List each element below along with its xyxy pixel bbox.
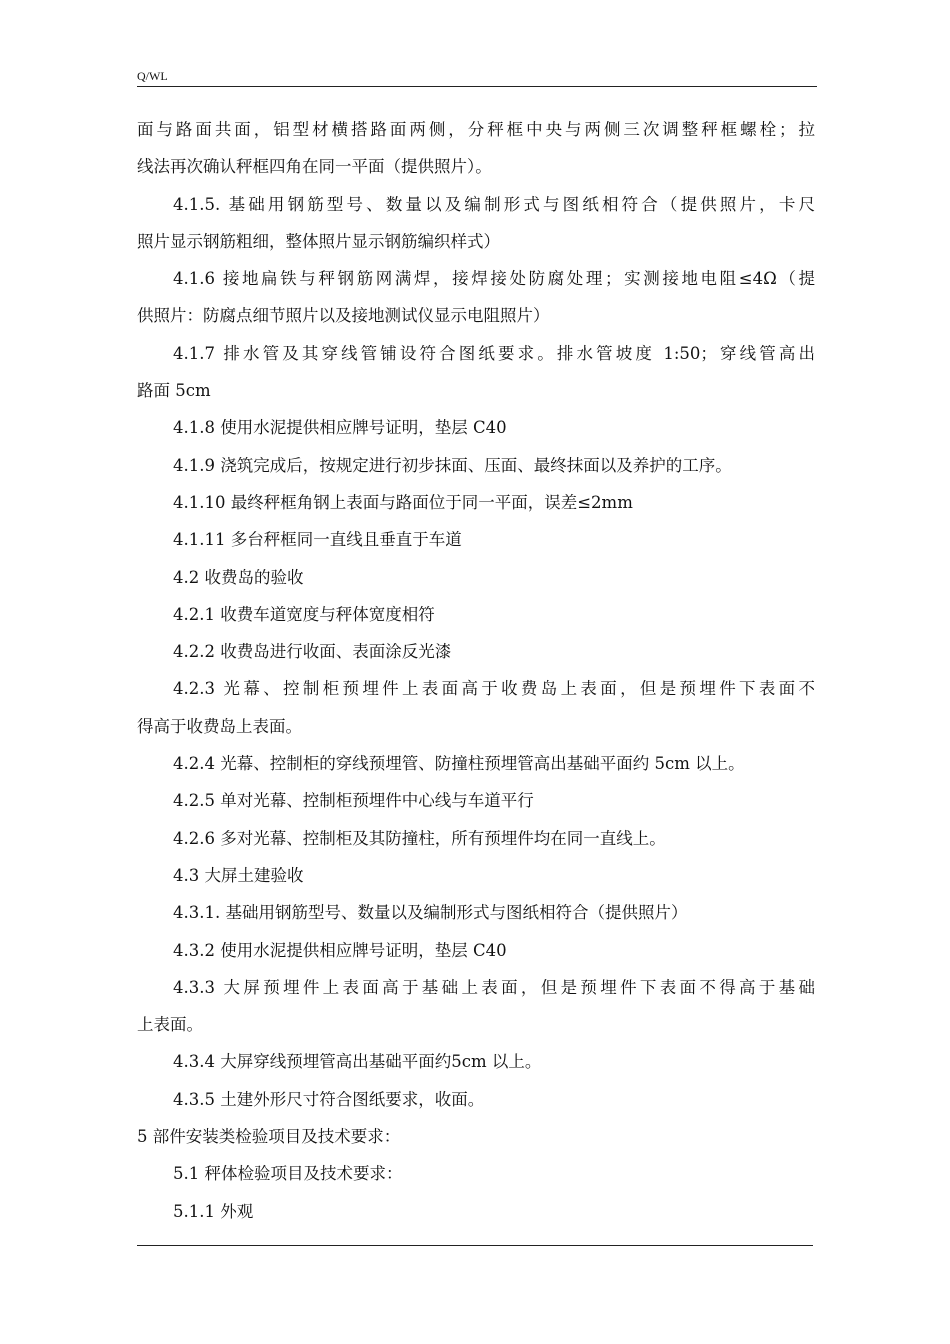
text-line: 4.2.6 多对光幕、控制柜及其防撞柱，所有预埋件均在同一直线上。 xyxy=(173,828,666,848)
text-line: 上表面。 xyxy=(137,1015,203,1035)
footer-rule xyxy=(137,1245,813,1246)
text-line: 4.3.3 大屏预埋件上表面高于基础上表面，但是预埋件下表面不得高于基础 xyxy=(173,977,815,997)
text-line: 4.2.5 单对光幕、控制柜预埋件中心线与车道平行 xyxy=(173,791,534,811)
text-line: 4.1.7 排水管及其穿线管铺设符合图纸要求。排水管坡度 1:50；穿线管高出 xyxy=(173,343,815,363)
text-line: 4.3.4 大屏穿线预埋管高出基础平面约5cm 以上。 xyxy=(173,1052,542,1072)
text-line: 面与路面共面，铝型材横搭路面两侧，分秤框中央与两侧三次调整秤框螺栓；拉 xyxy=(137,120,815,139)
text-line: 5.1.1 外观 xyxy=(173,1201,254,1221)
text-line: 4.1.10 最终秤框角钢上表面与路面位于同一平面，误差≤2mm xyxy=(173,492,633,512)
text-line: 4.2.3 光幕、控制柜预埋件上表面高于收费岛上表面，但是预埋件下表面不 xyxy=(173,679,815,699)
text-line: 照片显示钢筋粗细，整体照片显示钢筋编织样式） xyxy=(137,231,500,251)
page-header xyxy=(137,68,817,87)
text-line: 4.2.2 收费岛进行收面、表面涂反光漆 xyxy=(173,642,452,662)
text-line: 4.1.5. 基础用钢筋型号、数量以及编制形式与图纸相符合（提供照片，卡尺 xyxy=(173,194,815,214)
text-line: 4.1.8 使用水泥提供相应牌号证明，垫层 C40 xyxy=(173,418,507,438)
text-line: 4.3.5 土建外形尺寸符合图纸要求，收面。 xyxy=(173,1089,485,1109)
text-line: 4.1.11 多台秤框同一直线且垂直于车道 xyxy=(173,530,462,550)
text-line: 4.3.1. 基础用钢筋型号、数量以及编制形式与图纸相符合（提供照片） xyxy=(173,903,688,923)
document-code: Q/WL xyxy=(137,69,168,83)
text-line: 4.2 收费岛的验收 xyxy=(173,567,304,587)
text-line: 4.3 大屏土建验收 xyxy=(173,865,304,885)
text-line: 供照片：防腐点细节照片以及接地测试仪显示电阻照片） xyxy=(137,306,550,326)
text-line: 路面 5cm xyxy=(137,381,211,401)
text-line: 5 部件安装类检验项目及技术要求： xyxy=(137,1127,401,1147)
text-line: 4.2.1 收费车道宽度与秤体宽度相符 xyxy=(173,604,435,624)
text-line: 线法再次确认秤框四角在同一平面（提供照片）。 xyxy=(137,157,492,177)
text-line: 4.3.2 使用水泥提供相应牌号证明，垫层 C40 xyxy=(173,940,507,960)
text-line: 4.1.9 浇筑完成后，按规定进行初步抹面、压面、最终抹面以及养护的工序。 xyxy=(173,455,732,475)
text-line: 得高于收费岛上表面。 xyxy=(137,716,302,736)
text-line: 5.1 秤体检验项目及技术要求： xyxy=(173,1164,403,1184)
text-line: 4.1.6 接地扁铁与秤钢筋网满焊，接焊接处防腐处理；实测接地电阻≤4Ω（提 xyxy=(173,269,815,289)
document-body xyxy=(137,111,815,1230)
text-line: 4.2.4 光幕、控制柜的穿线预埋管、防撞柱预埋管高出基础平面约 5cm 以上。 xyxy=(173,754,745,774)
